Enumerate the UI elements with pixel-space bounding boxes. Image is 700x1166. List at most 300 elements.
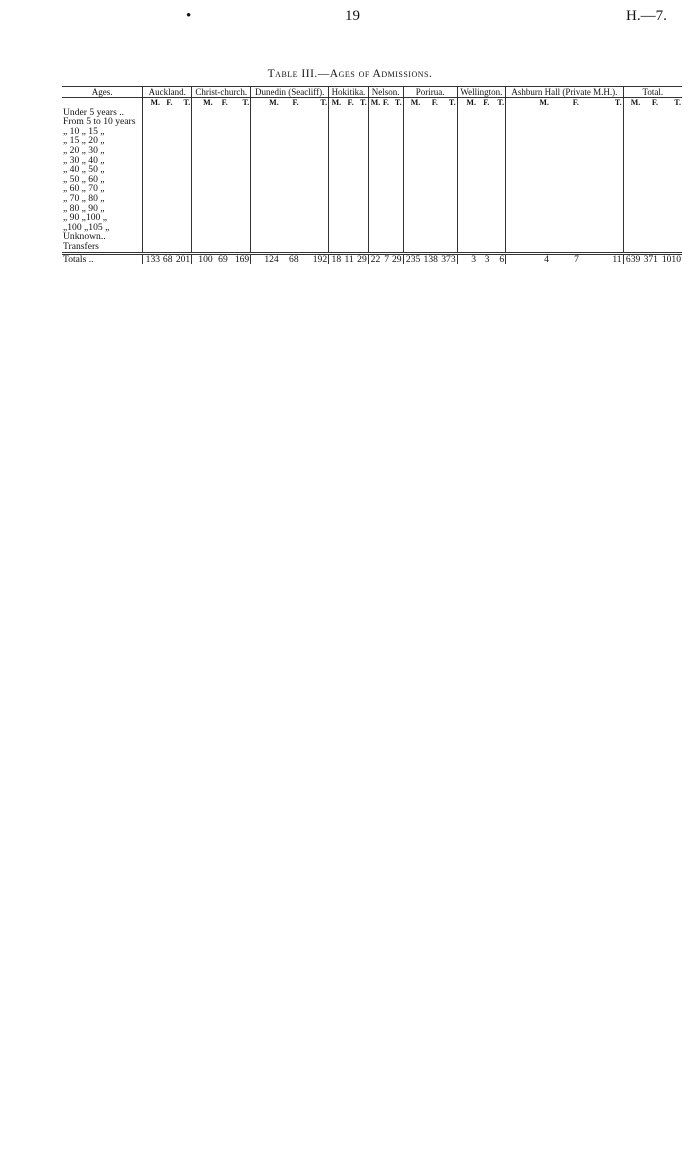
data-cell [659,156,682,166]
data-cell [329,165,343,175]
total-cell: 1010 [661,253,681,265]
table3 [62,86,682,264]
data-cell [550,242,580,253]
data-cell [342,242,355,253]
data-cell [161,242,173,253]
total-cell: 3 [471,253,476,265]
data-cell [229,117,251,127]
data-cell [214,204,229,214]
data-cell [355,242,369,253]
data-cell [550,156,580,166]
total-cell: 11 [344,253,354,265]
data-cell [192,175,214,185]
age-label: „ 80 „ 90 „ [62,204,143,214]
data-cell [355,108,369,118]
data-cell [280,108,300,118]
data-cell [580,175,623,185]
page-number: 19 [345,8,360,24]
mft-label: F. [382,98,390,107]
data-cell [229,136,251,146]
data-cell [477,156,490,166]
data-cell [477,175,490,185]
data-cell [229,127,251,137]
data-cell [280,117,300,127]
age-label: Transfers [62,242,143,253]
data-cell [659,194,682,204]
data-cell [280,213,300,223]
data-cell [659,213,682,223]
data-cell [143,223,161,233]
data-cell [355,223,369,233]
data-cell [457,136,477,146]
data-cell [192,165,214,175]
data-cell [490,204,505,214]
data-cell [641,213,659,223]
group-header: Christ-church. [192,87,251,98]
age-label: „ 15 „ 20 „ [62,136,143,146]
data-cell [439,156,457,166]
data-cell [490,165,505,175]
data-cell [381,242,390,253]
data-cell [355,117,369,127]
data-cell [506,127,550,137]
data-cell [490,232,505,242]
data-cell [329,146,343,156]
data-cell [329,213,343,223]
total-cell: 133 [145,253,161,265]
data-cell [229,232,251,242]
data-cell [490,136,505,146]
data-cell [439,232,457,242]
data-cell [457,117,477,127]
data-cell [251,213,280,223]
data-cell [421,136,439,146]
totals-label: Totals .. [62,253,143,264]
data-cell [214,242,229,253]
data-cell [403,108,421,118]
data-cell [580,165,623,175]
data-cell [368,213,381,223]
mft-label: T. [439,98,457,108]
data-cell [439,194,457,204]
data-cell [421,175,439,185]
total-cell: 100 [198,253,213,265]
total-cell: 11 [580,253,623,264]
data-cell [477,108,490,118]
data-cell [280,194,300,204]
data-cell [403,156,421,166]
data-cell [192,213,214,223]
data-cell [251,175,280,185]
data-cell [477,194,490,204]
data-cell [355,213,369,223]
data-cell [251,223,280,233]
data-cell [280,223,300,233]
data-cell [623,108,641,118]
data-cell [161,165,173,175]
data-cell [421,146,439,156]
data-cell [300,156,329,166]
data-cell [214,232,229,242]
data-cell [143,127,161,137]
data-cell [659,223,682,233]
data-cell [641,156,659,166]
mft-label: M. [410,98,421,107]
data-cell [506,204,550,214]
data-cell [390,165,403,175]
data-cell [329,108,343,118]
data-cell [143,146,161,156]
data-cell [659,165,682,175]
data-cell [368,165,381,175]
mft-label: M. [539,98,549,107]
data-cell [580,213,623,223]
data-cell [229,175,251,185]
data-cell [251,156,280,166]
data-cell [342,184,355,194]
mft-label: T. [229,98,251,108]
data-cell [174,127,192,137]
data-cell [381,213,390,223]
data-cell [174,108,192,118]
data-cell [143,194,161,204]
total-cell: 29 [391,253,402,265]
data-cell [421,242,439,253]
data-cell [641,117,659,127]
data-cell [192,242,214,253]
data-cell [174,232,192,242]
data-cell [300,232,329,242]
data-cell [580,108,623,118]
data-cell [192,232,214,242]
data-cell [421,108,439,118]
data-cell [174,117,192,127]
group-header: Total. [642,87,664,97]
data-cell [161,213,173,223]
data-cell [329,242,343,253]
data-cell [355,156,369,166]
mft-label: M. [150,98,161,107]
data-cell [300,223,329,233]
age-label: „ 70 „ 80 „ [62,194,143,204]
group-header: Wellington. [457,87,506,98]
age-label: Under 5 years .. [62,108,143,118]
data-cell [477,136,490,146]
data-cell [623,242,641,253]
data-cell [192,136,214,146]
data-cell [251,146,280,156]
data-cell [329,156,343,166]
data-cell [300,127,329,137]
data-cell [329,117,343,127]
data-cell [381,184,390,194]
data-cell [457,108,477,118]
data-cell [251,204,280,214]
data-cell [214,223,229,233]
data-cell [421,204,439,214]
data-cell [192,204,214,214]
data-cell [329,232,343,242]
data-cell [390,223,403,233]
data-cell [161,232,173,242]
data-cell [368,117,381,127]
mft-label: F. [651,98,658,107]
data-cell [506,156,550,166]
data-cell [280,184,300,194]
data-cell [280,165,300,175]
data-cell [229,204,251,214]
data-cell [506,136,550,146]
data-cell [490,117,505,127]
data-cell [641,146,659,156]
data-cell [229,242,251,253]
age-label: „ 90 „100 „ [62,213,143,223]
data-cell [390,204,403,214]
total-cell: 7 [574,253,579,265]
data-cell [641,232,659,242]
data-cell [580,184,623,194]
data-cell [506,194,550,204]
data-cell [280,232,300,242]
data-cell [174,146,192,156]
data-cell [403,165,421,175]
mft-label: M. [331,98,342,107]
data-cell [192,146,214,156]
data-cell [143,184,161,194]
data-cell [641,204,659,214]
data-cell [421,223,439,233]
data-cell [229,184,251,194]
data-cell [368,127,381,137]
total-cell: 371 [643,253,658,265]
table-row [62,194,682,204]
group-header: Ashburn Hall (Private M.H.). [506,87,623,98]
data-cell [580,127,623,137]
data-cell [280,136,300,146]
data-cell [457,146,477,156]
data-cell [623,136,641,146]
total-cell: 22 [370,253,381,265]
data-cell [641,127,659,137]
data-cell [550,165,580,175]
data-cell [300,108,329,118]
age-label: „ 20 „ 30 „ [62,146,143,156]
data-cell [161,108,173,118]
group-header: Dunedin (Seacliff). [251,87,329,98]
data-cell [161,127,173,137]
table-row [62,165,682,175]
data-cell [342,175,355,185]
data-cell [390,232,403,242]
data-cell [329,204,343,214]
total-cell: 235 [405,253,421,265]
data-cell [659,242,682,253]
data-cell [490,194,505,204]
data-cell [477,127,490,137]
data-cell [368,232,381,242]
mft-label: M. [269,98,279,107]
data-cell [192,117,214,127]
total-cell: 68 [162,253,173,265]
table-row [62,146,682,156]
data-cell [659,184,682,194]
data-cell [421,127,439,137]
data-cell [421,213,439,223]
data-cell [192,194,214,204]
data-cell [143,213,161,223]
data-cell [342,194,355,204]
data-cell [251,127,280,137]
data-cell [214,108,229,118]
data-cell [214,127,229,137]
data-cell [192,108,214,118]
data-cell [506,242,550,253]
data-cell [342,232,355,242]
data-cell [342,213,355,223]
total-cell: 6 [490,253,505,264]
data-cell [214,213,229,223]
data-cell [355,232,369,242]
data-cell [641,165,659,175]
age-label: Unknown.. [62,232,143,242]
data-cell [368,223,381,233]
data-cell [280,127,300,137]
data-cell [368,242,381,253]
data-cell [329,175,343,185]
data-cell [439,127,457,137]
data-cell [368,136,381,146]
data-cell [641,184,659,194]
data-cell [342,127,355,137]
group-header: Porirua. [403,87,457,98]
data-cell [381,204,390,214]
data-cell [174,213,192,223]
data-cell [550,127,580,137]
data-cell [403,204,421,214]
data-cell [381,232,390,242]
data-cell [477,213,490,223]
data-cell [368,175,381,185]
data-cell [161,204,173,214]
data-cell [368,146,381,156]
table-row [62,175,682,185]
data-cell [192,156,214,166]
total-cell: 69 [218,253,228,265]
data-cell [355,175,369,185]
data-cell [229,156,251,166]
data-cell [580,242,623,253]
data-cell [143,175,161,185]
data-cell [623,223,641,233]
data-cell [251,232,280,242]
data-cell [300,204,329,214]
data-cell [457,232,477,242]
data-cell [490,146,505,156]
data-cell [641,175,659,185]
data-cell [506,223,550,233]
data-cell [506,117,550,127]
data-cell [381,146,390,156]
data-cell [355,184,369,194]
data-cell [143,136,161,146]
data-cell [342,204,355,214]
total-cell: 29 [355,253,369,264]
ages-header: Ages. [62,87,143,98]
data-cell [550,184,580,194]
data-cell [477,232,490,242]
data-cell [403,184,421,194]
data-cell [381,117,390,127]
data-cell [439,175,457,185]
age-label: From 5 to 10 years [62,117,143,127]
data-cell [143,156,161,166]
data-cell [161,194,173,204]
data-cell [300,117,329,127]
total-cell: 373 [439,253,457,264]
data-cell [280,146,300,156]
data-cell [251,184,280,194]
data-cell [229,146,251,156]
total-cell: 18 [331,253,342,265]
data-cell [329,223,343,233]
data-cell [161,146,173,156]
data-cell [381,127,390,137]
data-cell [641,136,659,146]
data-cell [421,232,439,242]
totals-row [62,253,682,264]
data-cell [390,127,403,137]
total-cell: 124 [264,253,279,265]
data-cell [174,194,192,204]
data-cell [251,242,280,253]
table-row [62,204,682,214]
data-cell [490,242,505,253]
data-cell [342,117,355,127]
data-cell [390,242,403,253]
table-row [62,117,682,127]
data-cell [280,175,300,185]
total-cell: 4 [544,253,549,265]
data-cell [490,175,505,185]
data-cell [659,232,682,242]
data-cell [477,165,490,175]
data-cell [161,223,173,233]
data-cell [490,156,505,166]
data-cell [550,146,580,156]
data-cell [342,136,355,146]
data-cell [161,184,173,194]
data-cell [421,194,439,204]
data-cell [161,156,173,166]
data-cell [229,165,251,175]
table-row [62,136,682,146]
data-cell [342,156,355,166]
data-cell [214,136,229,146]
total-cell: 192 [300,253,329,264]
data-cell [229,108,251,118]
data-cell [457,175,477,185]
data-cell [439,146,457,156]
data-cell [214,175,229,185]
data-cell [214,117,229,127]
data-cell [390,213,403,223]
data-cell [623,175,641,185]
data-cell [390,184,403,194]
data-cell [490,127,505,137]
data-cell [439,136,457,146]
data-cell [580,194,623,204]
data-cell [403,146,421,156]
